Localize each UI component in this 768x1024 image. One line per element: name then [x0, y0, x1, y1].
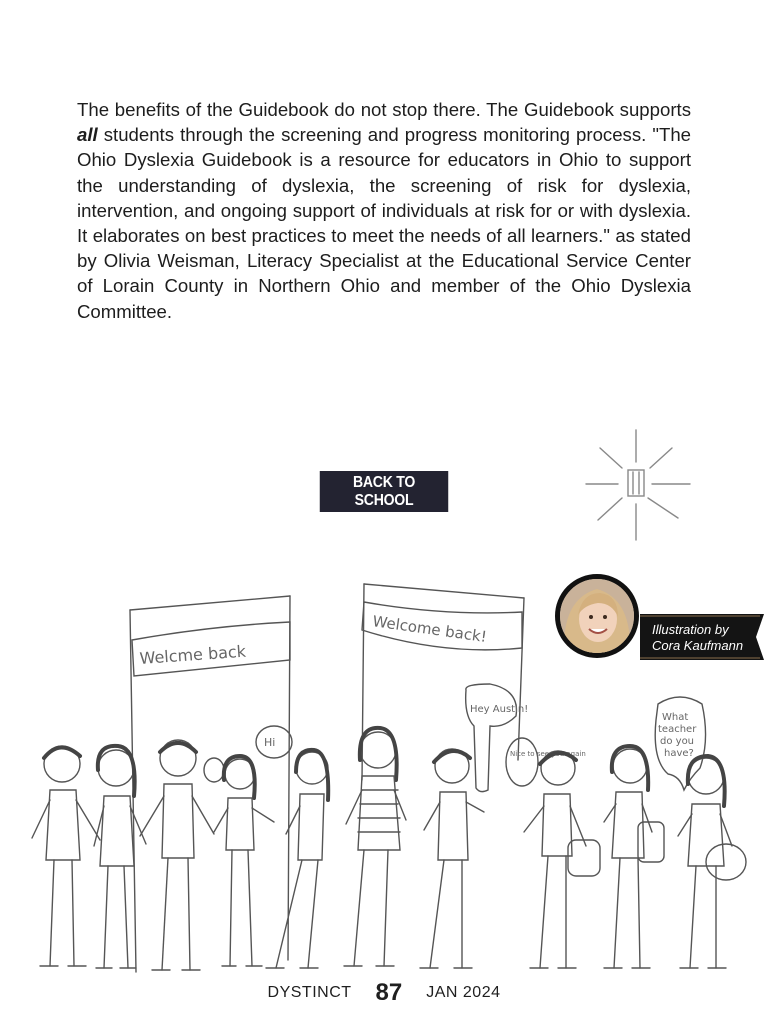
page-number: 87 — [375, 979, 403, 1006]
bubble-hi — [256, 726, 292, 758]
credit-line-1: Illustration by — [652, 622, 729, 637]
magazine-name: DYSTINCT — [267, 984, 352, 1001]
bubble-small — [204, 758, 224, 782]
paragraph-emphasis: all — [77, 124, 98, 146]
svg-text:Hey Austin!: Hey Austin! — [470, 704, 529, 715]
banner-right-text: Welcome back! — [371, 612, 488, 646]
svg-text:Whatteacherdo youhave?: What teacher do you have? — [658, 712, 697, 759]
banner-left-text: Welcme back — [138, 641, 247, 668]
illustrator-avatar — [555, 574, 639, 658]
sun-sketch-icon — [586, 430, 690, 540]
svg-text:Hi: Hi — [264, 736, 276, 749]
page-footer — [0, 978, 768, 1008]
bubble-what-teacher — [655, 697, 705, 790]
svg-text:Nice to see you again: Nice to see you again — [510, 750, 586, 758]
banner-left — [130, 596, 290, 972]
credit-text — [652, 622, 743, 654]
issue-date: JAN 2024 — [426, 984, 501, 1001]
banner-right — [362, 584, 524, 780]
credit-line-2: Cora Kaufmann — [652, 638, 744, 653]
child-figures — [32, 728, 746, 970]
illustration-credit-tag — [640, 614, 768, 660]
paragraph-text-start: The benefits of the Guidebook do not stop there. The Guidebook supports — [77, 99, 691, 120]
back-to-school-button[interactable]: BACK TO SCHOOL — [320, 471, 448, 512]
article-paragraph — [77, 97, 691, 324]
paragraph-text-end: students through the screening and progress monitoring process. "The Ohio Dyslexia Guidebook is a resource for educators in Ohio to support the understanding of dyslexia, the screening of risk for dyslexia, intervention, and ongoing support of individuals at risk for or with dyslexia. It elaborates on best practices to meet the needs of all learners." as stated by Olivia Weisman, Literacy Specialist at the Educational Service Center of Lorain County in Northern Ohio and member of the Ohio Dyslexia Committee. — [77, 124, 691, 322]
